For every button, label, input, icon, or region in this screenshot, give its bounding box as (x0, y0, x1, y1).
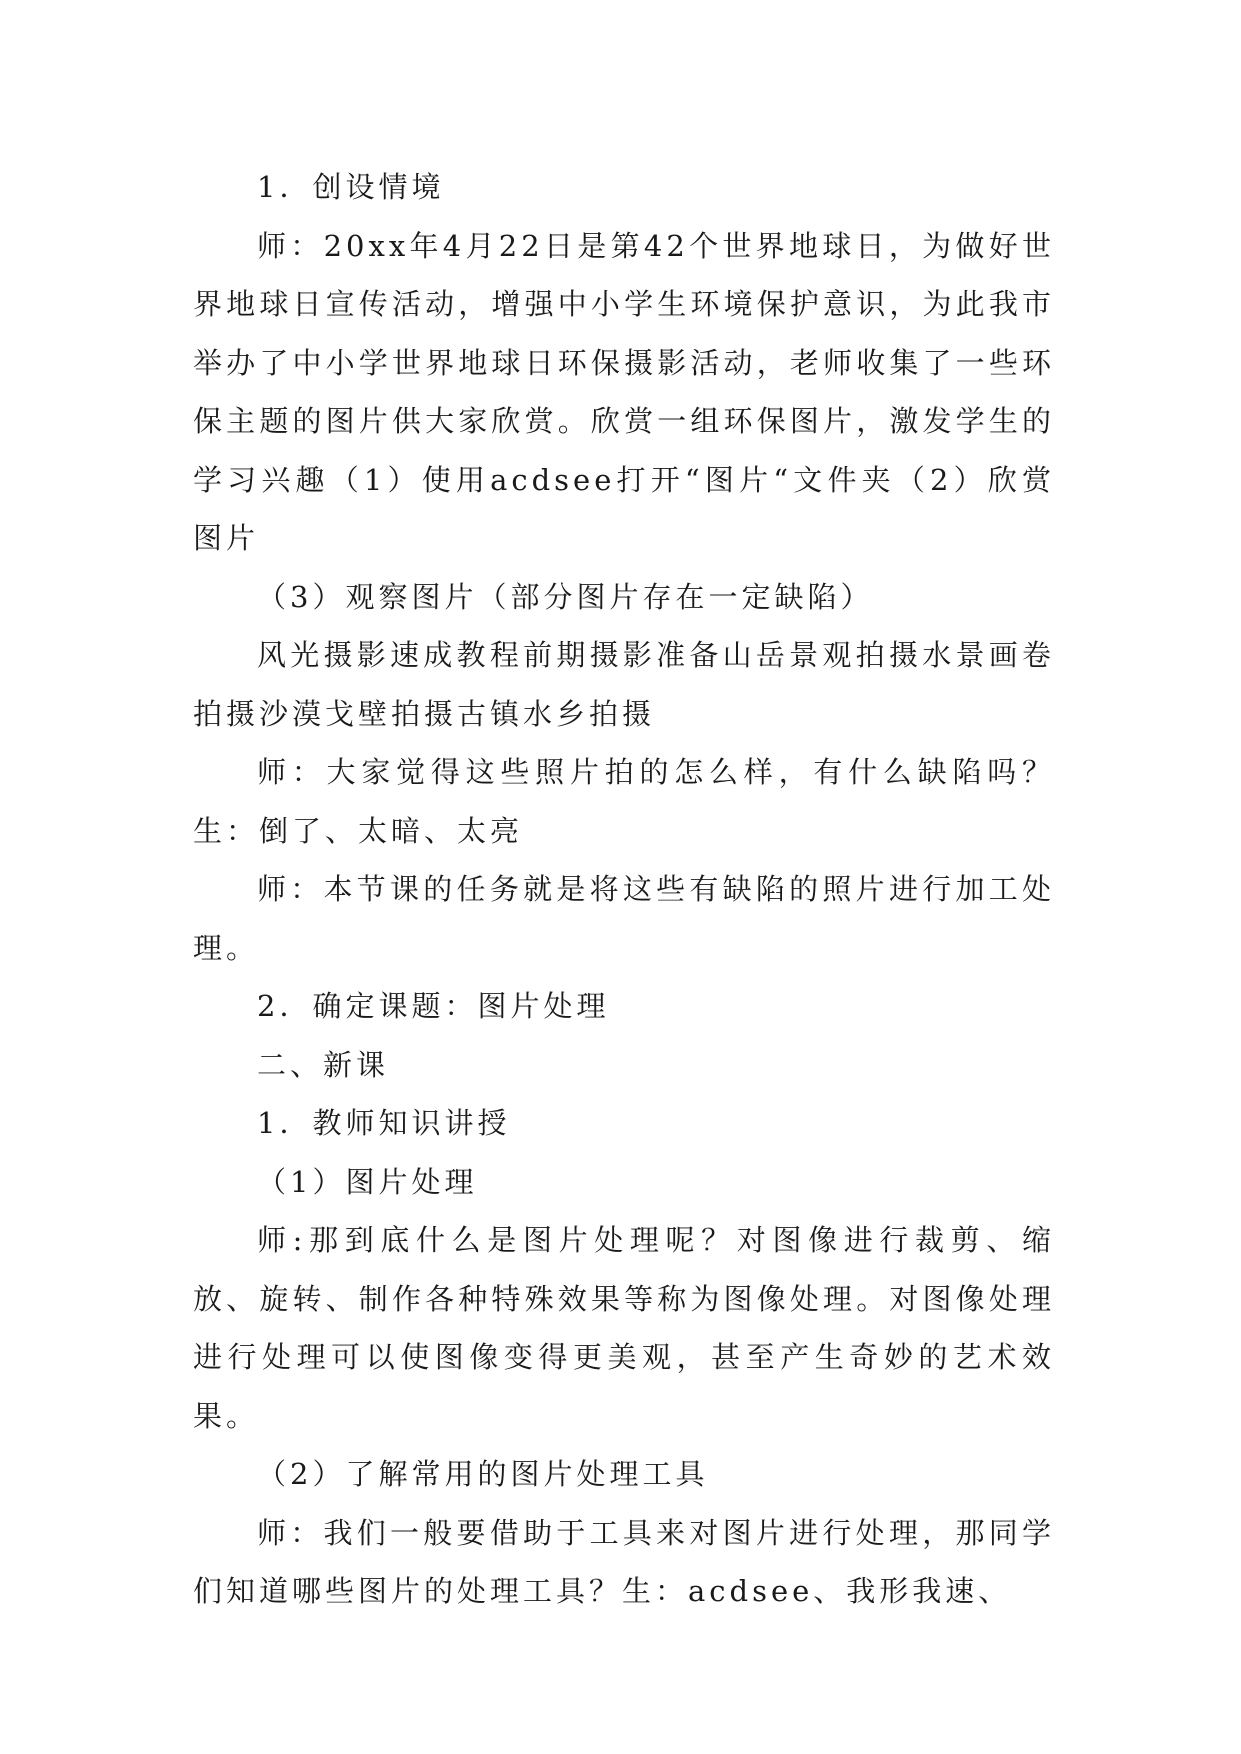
paragraph-lesson-task: 师：本节课的任务就是将这些有缺陷的照片进行加工处理。 (193, 872, 1055, 965)
document-body (193, 158, 1055, 1621)
paragraph-image-processing-definition: 师:那到底什么是图片处理呢？对图像进行裁剪、缩放、旋转、制作各种特殊效果等称为图像处理。对图像处理进行处理可以使图像变得更美观，甚至产生奇妙的艺术效果。 (193, 1223, 1055, 1433)
paragraph-teacher-question: 师：大家觉得这些照片拍的怎么样，有什么缺陷吗？生：倒了、太暗、太亮 (193, 755, 1055, 848)
section-heading-teacher-lecture: 1．教师知识讲授 (257, 1106, 511, 1140)
paragraph-landscape-tutorial: 风光摄影速成教程前期摄影准备山岳景观拍摄水景画卷拍摄沙漠戈壁拍摄古镇水乡拍摄 (193, 638, 1055, 731)
subheading-common-tools: （2）了解常用的图片处理工具 (257, 1457, 709, 1491)
subheading-image-processing: （1）图片处理 (257, 1164, 478, 1199)
section-heading-new-lesson: 二、新课 (257, 1047, 390, 1082)
paragraph-tools-question: 师：我们一般要借助于工具来对图片进行处理，那同学们知道哪些图片的处理工具？生：acdsee、我形我速、 (193, 1515, 1055, 1608)
paragraph-observe-pictures: （3）观察图片（部分图片存在一定缺陷） (257, 579, 874, 614)
section-heading-confirm-topic: 2．确定课题：图片处理 (257, 989, 610, 1023)
section-heading-create-scenario: 1．创设情境 (257, 170, 445, 204)
paragraph-teacher-earth-day: 师：20xx年4月22日是第42个世界地球日，为做好世界地球日宣传活动，增强中小学生环境保护意识，为此我市举办了中小学世界地球日环保摄影活动，老师收集了一些环保主题的图片供大家欣赏。欣赏一组环保图片，激发学生的学习兴趣（1）使用acdsee打开“图片“文件夹（2）欣赏图片 (193, 228, 1055, 555)
